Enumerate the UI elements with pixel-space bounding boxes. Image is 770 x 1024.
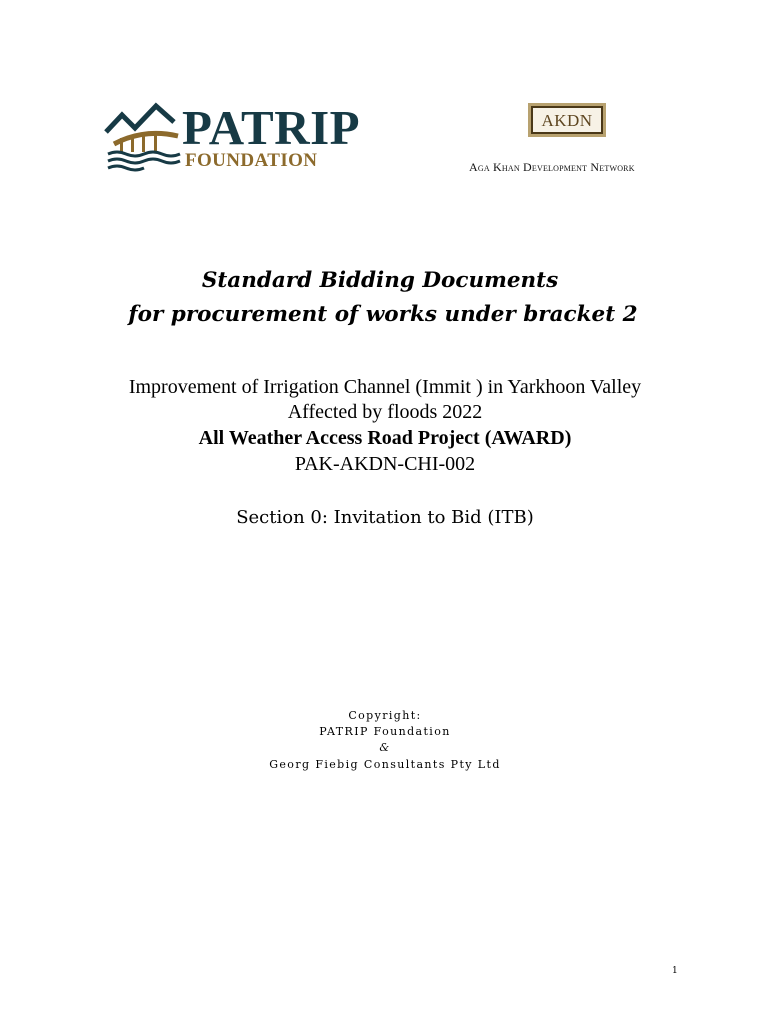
document-title-line-2: for procurement of works under bracket 2 <box>128 302 638 327</box>
akdn-logo-text: AKDN <box>541 110 593 130</box>
patrip-logo <box>104 102 384 174</box>
page-number: 1 <box>672 966 678 976</box>
copyright-holder-1: PATRIP Foundation <box>319 725 451 738</box>
patrip-bridge-mountain-icon <box>104 102 182 172</box>
akdn-logo-frame <box>531 106 603 134</box>
project-context: Affected by floods 2022 <box>287 401 483 423</box>
akdn-logo <box>528 103 606 137</box>
document-title-line-1: Standard Bidding Documents <box>201 268 559 293</box>
patrip-logo-name: PATRIP <box>182 100 361 155</box>
copyright-label: Copyright: <box>348 709 422 722</box>
patrip-logo-subtitle: FOUNDATION <box>185 150 318 171</box>
copyright-holder-2: Georg Fiebig Consultants Pty Ltd <box>269 758 501 771</box>
section-heading: Section 0: Invitation to Bid (ITB) <box>236 507 534 528</box>
project-name: Improvement of Irrigation Channel (Immit ) in Yarkhoon Valley <box>128 376 642 398</box>
program-name: All Weather Access Road Project (AWARD) <box>198 427 572 449</box>
copyright-ampersand: & <box>379 741 391 754</box>
project-code: PAK-AKDN-CHI-002 <box>294 453 476 475</box>
akdn-caption: Aga Khan Development Network <box>469 160 635 174</box>
